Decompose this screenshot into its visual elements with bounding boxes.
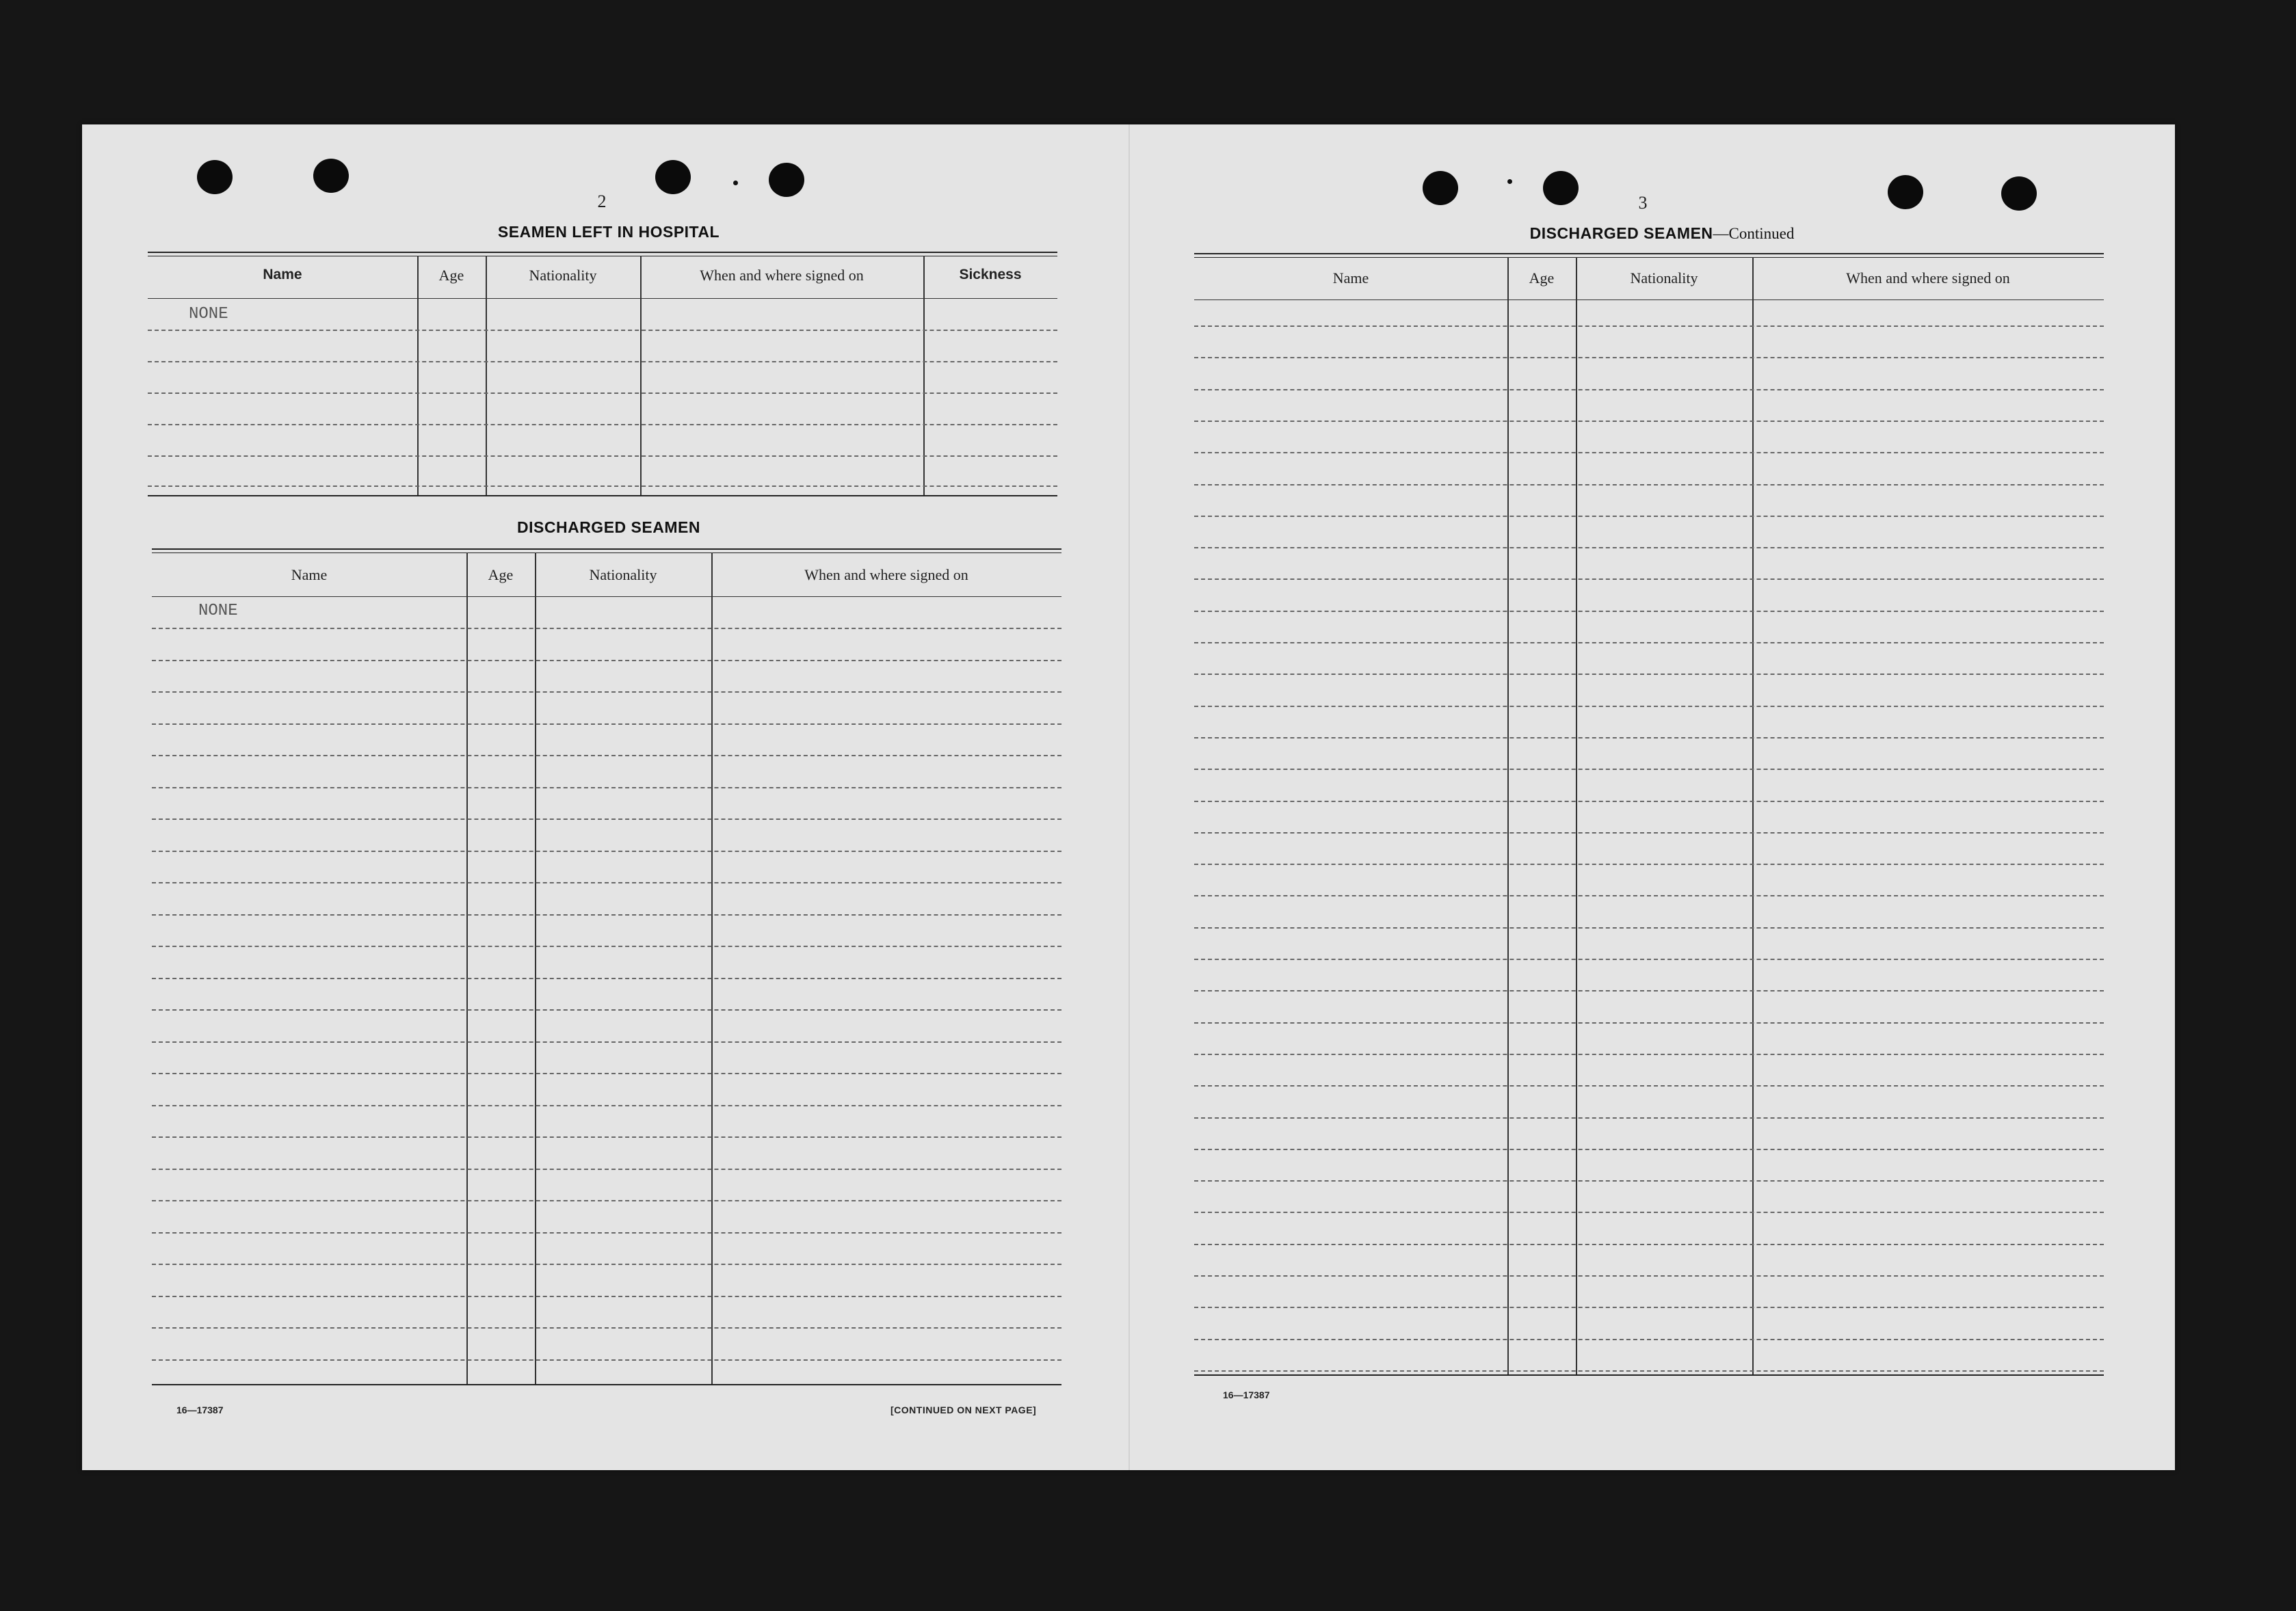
column-header-nationality: Nationality [529,267,597,284]
table-row [152,978,1061,979]
column-header-name: Name [1332,269,1369,287]
table-row [148,485,1057,487]
table-row [1194,769,2104,770]
punch-hole [2001,176,2037,211]
table-row [148,392,1057,394]
column-header-name: Name [291,566,328,583]
table-row [1194,578,2104,580]
discharged-table-right [1194,253,2104,1381]
punch-hole [1423,171,1458,205]
table-row [148,455,1057,457]
table-row [152,1073,1061,1074]
table-row [152,1009,1061,1011]
table-row [1194,801,2104,802]
discharged-title-right [1197,224,2127,243]
table-row [152,755,1061,756]
table-row [1194,516,2104,517]
punch-hole [313,159,349,193]
table-row [1194,832,2104,834]
continued-note: [CONTINUED ON NEXT PAGE] [890,1404,1037,1415]
page-fold [1129,124,1130,1470]
form-code-left: 16—17387 [176,1404,224,1415]
table-row [1194,1180,2104,1182]
table-row [1194,1370,2104,1372]
table-row [1194,484,2104,485]
table-row [152,787,1061,788]
table-row [1194,706,2104,707]
table-row [152,946,1061,947]
column-header-name: Name [263,267,302,282]
table-row [1194,674,2104,675]
column-header-age: Age [488,566,514,583]
discharged-table-left [152,548,1061,1526]
table-row [152,723,1061,725]
table-row [1194,1339,2104,1340]
table-row [1194,1244,2104,1245]
table-row [152,1232,1061,1234]
table-row [1194,389,2104,390]
column-header-age: Age [1529,269,1555,287]
column-header-signed-on: When and where signed on [700,267,864,284]
table-row [1194,1149,2104,1150]
table-row [152,1296,1061,1297]
column-header-nationality: Nationality [589,566,657,583]
table-row [152,1041,1061,1043]
discharged-entry: NONE [198,602,238,620]
punch-hole [1543,171,1579,205]
table-row [1194,642,2104,643]
table-row [152,1264,1061,1265]
table-row [1194,1307,2104,1308]
table-row [1194,737,2104,738]
table-row [148,424,1057,425]
column-header-signed-on: When and where signed on [804,566,968,583]
form-code-right: 16—17387 [1223,1389,1270,1400]
page-number-left: 2 [597,191,607,211]
table-row [152,1359,1061,1361]
table-row [152,1105,1061,1106]
document-sheet [82,124,2175,1470]
punch-dot [1507,179,1512,184]
table-row [1194,927,2104,929]
table-row [1194,325,2104,327]
table-row [1194,990,2104,991]
continued-suffix: —Continued [1713,225,1795,242]
table-row [152,1136,1061,1138]
table-row [1194,452,2104,453]
column-header-signed-on: When and where signed on [1846,269,2010,287]
table-row [1194,1022,2104,1024]
table-row [152,691,1061,693]
table-row [152,628,1061,629]
table-row [152,660,1061,661]
table-row [1194,611,2104,612]
table-row [148,330,1057,331]
column-header-nationality: Nationality [1630,269,1698,287]
table-row [152,851,1061,852]
column-header-age: Age [438,267,464,284]
table-row [1194,1085,2104,1087]
table-row [1194,421,2104,422]
table-row [1194,1054,2104,1055]
table-row [1194,895,2104,896]
table-row [152,914,1061,916]
hospital-table [148,252,1057,499]
table-row [152,1327,1061,1329]
table-row [1194,864,2104,865]
page-number-right: 3 [1638,193,1648,213]
table-row [152,818,1061,820]
table-row [1194,1212,2104,1213]
table-row [1194,1117,2104,1119]
table-row [1194,1275,2104,1277]
punch-hole [1888,175,1923,209]
table-row [148,361,1057,362]
punch-dot [733,181,738,185]
table-row [1194,357,2104,358]
table-row [1194,959,2104,960]
table-row [152,1169,1061,1170]
punch-hole [769,163,804,197]
hospital-title: SEAMEN LEFT IN HOSPITAL [497,223,720,241]
hospital-entry: NONE [189,305,228,323]
table-row [152,1200,1061,1201]
punch-hole [655,160,691,194]
discharged-title-text: DISCHARGED SEAMEN [1529,224,1713,242]
table-row [1194,547,2104,548]
discharged-title-left: DISCHARGED SEAMEN [517,518,700,536]
column-header-sickness: Sickness [959,267,1022,282]
table-row [152,882,1061,883]
punch-hole [197,160,233,194]
